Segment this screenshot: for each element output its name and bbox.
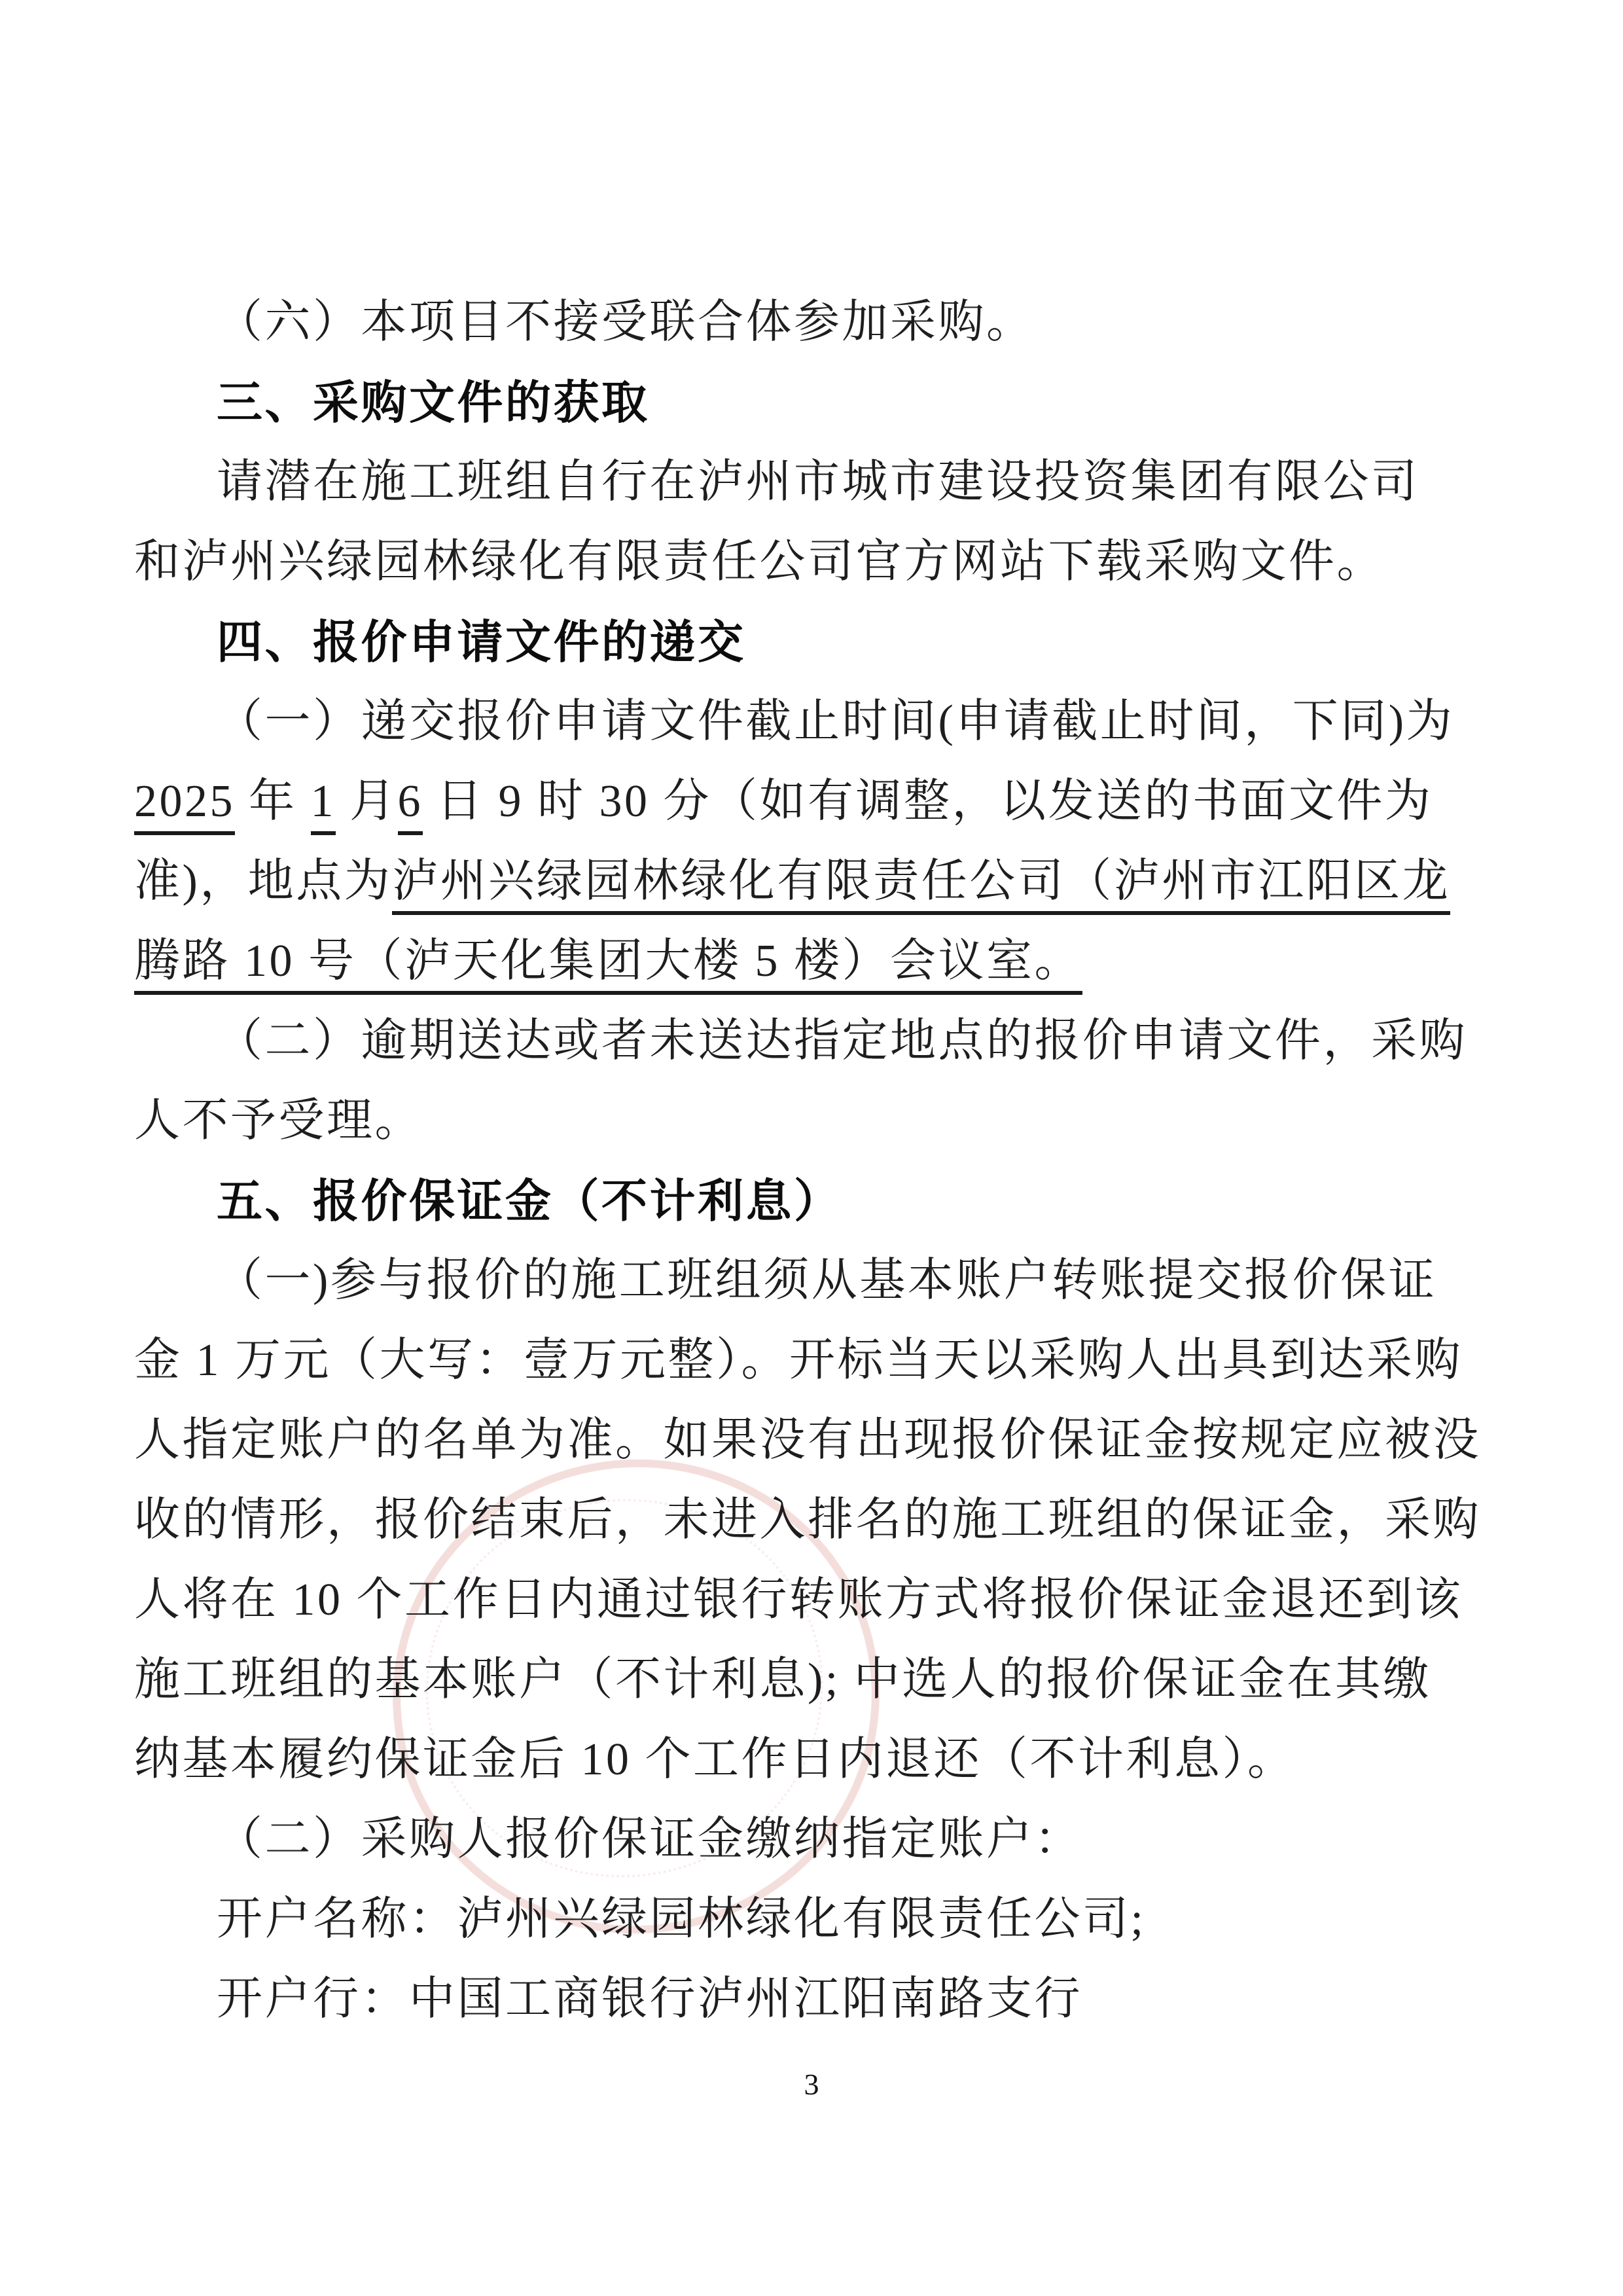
text-segment: 纳基本履约保证金后 10 个工作日内退还（不计利息）。 bbox=[134, 1734, 1296, 1785]
text-segment: 和泸州兴绿园林绿化有限责任公司官方网站下载采购文件。 bbox=[134, 537, 1385, 587]
underlined-text: 6 bbox=[398, 779, 423, 835]
text-line bbox=[134, 1720, 1502, 1800]
text-segment: 收的情形，报价结束后，未进入排名的施工班组的保证金，采购 bbox=[134, 1495, 1481, 1545]
text-line bbox=[134, 1081, 1502, 1161]
underlined-text: 腾路 10 号（泸天化集团大楼 5 楼）会议室。 bbox=[134, 939, 1082, 995]
page-number: 3 bbox=[804, 2068, 819, 2101]
text-line bbox=[134, 1880, 1502, 1960]
underlined-text: 泸州兴绿园林绿化有限责任公司（泸州市江阳区龙 bbox=[392, 859, 1450, 915]
text-segment: 施工班组的基本账户（不计利息); 中选人的报价保证金在其缴 bbox=[134, 1655, 1431, 1705]
text-line bbox=[134, 1800, 1502, 1880]
text-segment: 人将在 10 个工作日内通过银行转账方式将报价保证金退还到该 bbox=[134, 1575, 1463, 1625]
text-line bbox=[134, 1640, 1502, 1720]
text-segment: 三、采购文件的获取 bbox=[217, 377, 650, 428]
text-line bbox=[134, 1560, 1502, 1640]
text-segment: （一)参与报价的施工班组须从基本账户转账提交报价保证 bbox=[217, 1255, 1437, 1306]
text-line bbox=[134, 922, 1502, 1001]
text-segment: 日 9 时 30 分（如有调整，以发送的书面文件为 bbox=[423, 776, 1433, 827]
text-segment: 开户行：中国工商银行泸州江阳南路支行 bbox=[217, 1974, 1082, 2024]
text-segment: 五、报价保证金（不计利息） bbox=[217, 1175, 842, 1227]
text-line bbox=[134, 283, 1502, 363]
text-segment: 年 bbox=[235, 776, 311, 827]
text-line bbox=[134, 1960, 1502, 2039]
text-segment: （二）采购人报价保证金缴纳指定账户： bbox=[217, 1814, 1082, 1865]
text-line bbox=[134, 1401, 1502, 1480]
text-segment: 金 1 万元（大写：壹万元整）。开标当天以采购人出具到达采购 bbox=[134, 1335, 1463, 1386]
underlined-text: 2025 bbox=[134, 779, 235, 835]
text-line bbox=[134, 442, 1502, 522]
text-line bbox=[134, 1001, 1502, 1081]
text-segment: 开户名称：泸州兴绿园林绿化有限责任公司; bbox=[217, 1894, 1146, 1945]
section-heading bbox=[134, 1161, 1502, 1241]
text-line bbox=[134, 682, 1502, 762]
text-segment: 请潜在施工班组自行在泸州市城市建设投资集团有限公司 bbox=[217, 457, 1419, 507]
text-segment: （一）递交报价申请文件截止时间(申请截止时间，下同)为 bbox=[217, 696, 1455, 747]
text-segment: 四、报价申请文件的递交 bbox=[217, 617, 746, 668]
text-line bbox=[134, 762, 1502, 842]
text-line bbox=[134, 842, 1502, 922]
text-segment: 月 bbox=[336, 776, 398, 827]
text-segment: （二）逾期送达或者未送达指定地点的报价申请文件，采购 bbox=[217, 1016, 1467, 1066]
text-segment: 准)，地点为 bbox=[134, 856, 393, 906]
text-line bbox=[134, 522, 1502, 602]
text-line bbox=[134, 1480, 1502, 1560]
text-line bbox=[134, 1241, 1502, 1321]
underlined-text: 1 bbox=[311, 779, 336, 835]
section-heading bbox=[134, 602, 1502, 682]
text-line bbox=[134, 1321, 1502, 1401]
document-body bbox=[134, 283, 1502, 2039]
section-heading bbox=[134, 363, 1502, 442]
text-segment: 人指定账户的名单为准。如果没有出现报价保证金按规定应被没 bbox=[134, 1415, 1481, 1465]
text-segment: （六）本项目不接受联合体参加采购。 bbox=[217, 297, 1035, 348]
text-segment: 人不予受理。 bbox=[134, 1096, 423, 1146]
